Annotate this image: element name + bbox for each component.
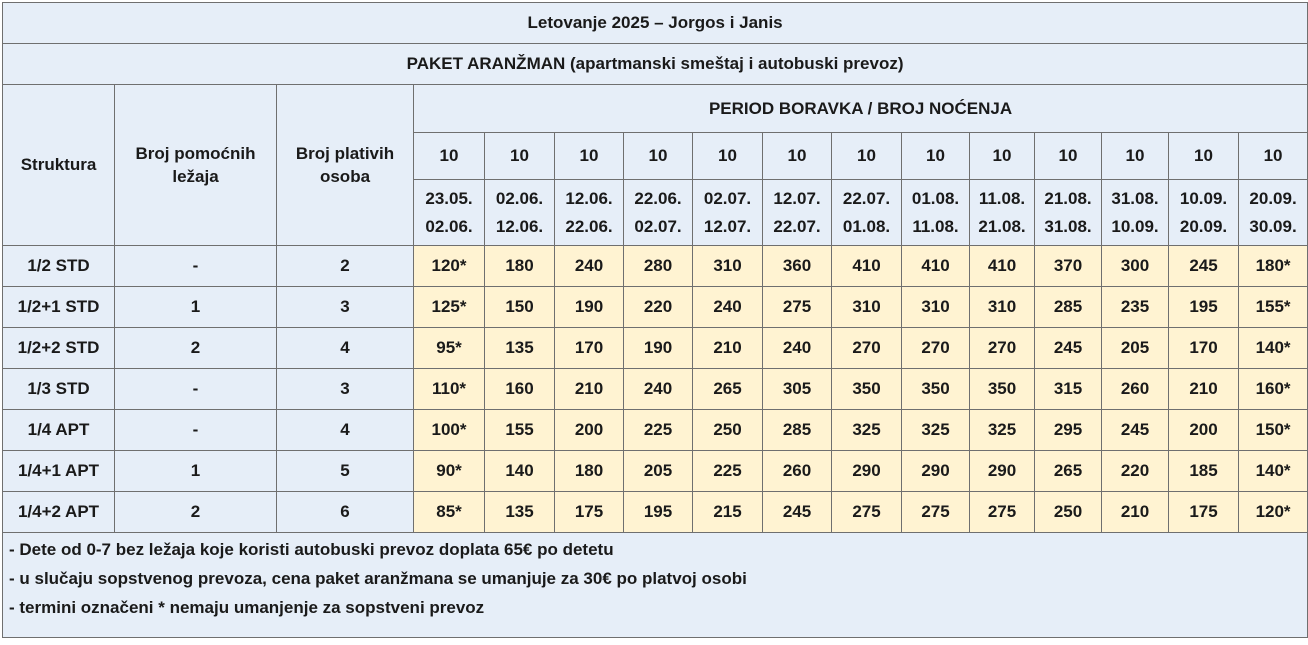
price-cell: 245 bbox=[1102, 410, 1169, 451]
period-to: 30.09. bbox=[1249, 216, 1297, 236]
price-cell: 205 bbox=[624, 451, 693, 492]
price-cell: 240 bbox=[693, 287, 763, 328]
period-to: 12.07. bbox=[703, 216, 752, 236]
price-cell: 210 bbox=[1102, 492, 1169, 533]
period-dates-cell bbox=[485, 180, 555, 246]
period-from: 02.07. bbox=[703, 188, 752, 208]
price-cell: 125* bbox=[414, 287, 485, 328]
period-from: 12.07. bbox=[773, 188, 821, 208]
period-dates-cell bbox=[555, 180, 624, 246]
price-cell: 360 bbox=[763, 246, 832, 287]
price-cell: 205 bbox=[1102, 328, 1169, 369]
price-cell: 310 bbox=[902, 287, 970, 328]
structure-cell: 1/4+2 APT bbox=[3, 492, 115, 533]
price-cell: 185 bbox=[1169, 451, 1239, 492]
price-cell: 410 bbox=[902, 246, 970, 287]
note-line: - u slučaju sopstvenog prevoza, cena paket aranžmana se umanjuje za 30€ po platvoj osobi bbox=[9, 569, 747, 588]
note-line: - Dete od 0-7 bez ležaja koje koristi autobuski prevoz doplata 65€ po detetu bbox=[9, 540, 614, 559]
price-cell: 225 bbox=[693, 451, 763, 492]
price-cell: 160 bbox=[485, 369, 555, 410]
price-cell: 240 bbox=[555, 246, 624, 287]
period-from: 31.08. bbox=[1111, 188, 1159, 208]
price-cell: 135 bbox=[485, 492, 555, 533]
period-to: 22.07. bbox=[773, 216, 821, 236]
period-to: 22.06. bbox=[565, 216, 613, 236]
price-cell: 85* bbox=[414, 492, 485, 533]
nights-cell: 10 bbox=[902, 133, 970, 180]
table-row bbox=[3, 246, 1308, 287]
price-cell: 265 bbox=[1035, 451, 1102, 492]
price-cell: 325 bbox=[902, 410, 970, 451]
price-cell: 410 bbox=[832, 246, 902, 287]
price-cell: 175 bbox=[555, 492, 624, 533]
price-cell: 310 bbox=[693, 246, 763, 287]
period-dates-cell bbox=[414, 180, 485, 246]
nights-cell: 10 bbox=[555, 133, 624, 180]
header-period: PERIOD BORAVKA / BROJ NOĆENJA bbox=[414, 85, 1308, 133]
period-from: 21.08. bbox=[1044, 188, 1092, 208]
price-cell: 240 bbox=[624, 369, 693, 410]
nights-cell: 10 bbox=[414, 133, 485, 180]
price-cell: 285 bbox=[763, 410, 832, 451]
price-cell: 140 bbox=[485, 451, 555, 492]
note-line: - termini označeni * nemaju umanjenje za sopstveni prevoz bbox=[9, 598, 485, 617]
price-cell: 210 bbox=[1169, 369, 1239, 410]
price-cell: 210 bbox=[555, 369, 624, 410]
price-cell: 215 bbox=[693, 492, 763, 533]
structure-cell: 1/4 APT bbox=[3, 410, 115, 451]
period-from: 02.06. bbox=[495, 188, 544, 208]
price-cell: 295 bbox=[1035, 410, 1102, 451]
price-cell: 250 bbox=[1035, 492, 1102, 533]
price-cell: 140* bbox=[1239, 451, 1308, 492]
period-dates-cell bbox=[693, 180, 763, 246]
table-body bbox=[3, 3, 1308, 638]
period-to: 11.08. bbox=[912, 216, 959, 236]
price-cell: 100* bbox=[414, 410, 485, 451]
price-cell: 225 bbox=[624, 410, 693, 451]
price-cell: 180* bbox=[1239, 246, 1308, 287]
header-structure: Struktura bbox=[3, 85, 115, 246]
period-from: 01.08. bbox=[911, 188, 960, 208]
period-to: 01.08. bbox=[842, 216, 891, 236]
price-cell: 140* bbox=[1239, 328, 1308, 369]
period-to: 21.08. bbox=[978, 216, 1026, 236]
price-cell: 190 bbox=[624, 328, 693, 369]
paying-persons-cell: 3 bbox=[277, 369, 414, 410]
price-cell: 265 bbox=[693, 369, 763, 410]
table-title: Letovanje 2025 – Jorgos i Janis bbox=[3, 3, 1308, 44]
price-cell: 90* bbox=[414, 451, 485, 492]
period-dates-cell bbox=[970, 180, 1035, 246]
price-cell: 410 bbox=[970, 246, 1035, 287]
table-row bbox=[3, 410, 1308, 451]
price-cell: 110* bbox=[414, 369, 485, 410]
table-row bbox=[3, 328, 1308, 369]
price-table bbox=[2, 2, 1308, 638]
period-to: 02.06. bbox=[425, 216, 473, 236]
paying-persons-cell: 4 bbox=[277, 328, 414, 369]
nights-cell: 10 bbox=[1035, 133, 1102, 180]
price-cell: 195 bbox=[624, 492, 693, 533]
price-cell: 160* bbox=[1239, 369, 1308, 410]
period-from: 11.08. bbox=[978, 188, 1026, 208]
price-cell: 135 bbox=[485, 328, 555, 369]
extra-beds-cell: 1 bbox=[115, 451, 277, 492]
price-cell: 245 bbox=[763, 492, 832, 533]
period-dates-cell bbox=[763, 180, 832, 246]
price-cell: 290 bbox=[902, 451, 970, 492]
paying-persons-cell: 2 bbox=[277, 246, 414, 287]
period-dates-cell bbox=[624, 180, 693, 246]
price-cell: 245 bbox=[1035, 328, 1102, 369]
structure-cell: 1/2+2 STD bbox=[3, 328, 115, 369]
extra-beds-cell: 1 bbox=[115, 287, 277, 328]
price-cell: 180 bbox=[485, 246, 555, 287]
period-from: 10.09. bbox=[1179, 188, 1228, 208]
paying-persons-cell: 4 bbox=[277, 410, 414, 451]
nights-cell: 10 bbox=[624, 133, 693, 180]
period-to: 10.09. bbox=[1111, 216, 1159, 236]
structure-cell: 1/4+1 APT bbox=[3, 451, 115, 492]
period-dates-cell bbox=[1102, 180, 1169, 246]
package-subtitle: PAKET ARANŽMAN (apartmanski smeštaj i autobuski prevoz) bbox=[3, 44, 1308, 85]
price-cell: 270 bbox=[902, 328, 970, 369]
price-cell: 305 bbox=[763, 369, 832, 410]
notes-row bbox=[3, 533, 1308, 638]
price-cell: 200 bbox=[555, 410, 624, 451]
structure-cell: 1/3 STD bbox=[3, 369, 115, 410]
period-dates-cell bbox=[1169, 180, 1239, 246]
price-cell: 290 bbox=[832, 451, 902, 492]
price-cell: 200 bbox=[1169, 410, 1239, 451]
price-cell: 290 bbox=[970, 451, 1035, 492]
price-cell: 95* bbox=[414, 328, 485, 369]
header-paying-persons: Broj plativih osoba bbox=[277, 85, 414, 246]
price-cell: 155* bbox=[1239, 287, 1308, 328]
price-cell: 150* bbox=[1239, 410, 1308, 451]
price-cell: 120* bbox=[414, 246, 485, 287]
paying-persons-cell: 3 bbox=[277, 287, 414, 328]
period-from: 22.07. bbox=[842, 188, 891, 208]
price-cell: 310 bbox=[832, 287, 902, 328]
structure-cell: 1/2+1 STD bbox=[3, 287, 115, 328]
price-cell: 240 bbox=[763, 328, 832, 369]
price-cell: 370 bbox=[1035, 246, 1102, 287]
price-cell: 260 bbox=[1102, 369, 1169, 410]
nights-cell: 10 bbox=[970, 133, 1035, 180]
price-cell: 275 bbox=[902, 492, 970, 533]
price-cell: 260 bbox=[763, 451, 832, 492]
period-from: 20.09. bbox=[1249, 188, 1297, 208]
price-cell: 195 bbox=[1169, 287, 1239, 328]
price-cell: 350 bbox=[902, 369, 970, 410]
table-row bbox=[3, 369, 1308, 410]
price-cell: 180 bbox=[555, 451, 624, 492]
structure-cell: 1/2 STD bbox=[3, 246, 115, 287]
price-cell: 155 bbox=[485, 410, 555, 451]
price-cell: 220 bbox=[624, 287, 693, 328]
price-cell: 275 bbox=[763, 287, 832, 328]
period-dates-cell bbox=[902, 180, 970, 246]
table-row bbox=[3, 492, 1308, 533]
nights-cell: 10 bbox=[832, 133, 902, 180]
price-cell: 235 bbox=[1102, 287, 1169, 328]
price-cell: 175 bbox=[1169, 492, 1239, 533]
price-cell: 300 bbox=[1102, 246, 1169, 287]
price-cell: 310 bbox=[970, 287, 1035, 328]
notes-cell bbox=[3, 533, 1308, 638]
extra-beds-cell: - bbox=[115, 246, 277, 287]
period-to: 12.06. bbox=[495, 216, 544, 236]
nights-cell: 10 bbox=[693, 133, 763, 180]
header-extra-beds: Broj pomoćnih ležaja bbox=[115, 85, 277, 246]
extra-beds-cell: - bbox=[115, 369, 277, 410]
table-row bbox=[3, 287, 1308, 328]
price-cell: 275 bbox=[970, 492, 1035, 533]
period-to: 20.09. bbox=[1179, 216, 1228, 236]
price-cell: 170 bbox=[555, 328, 624, 369]
price-cell: 245 bbox=[1169, 246, 1239, 287]
period-from: 22.06. bbox=[634, 188, 682, 208]
table-row bbox=[3, 451, 1308, 492]
extra-beds-cell: 2 bbox=[115, 492, 277, 533]
price-cell: 350 bbox=[832, 369, 902, 410]
period-to: 31.08. bbox=[1044, 216, 1092, 236]
price-cell: 325 bbox=[832, 410, 902, 451]
price-cell: 270 bbox=[970, 328, 1035, 369]
price-cell: 280 bbox=[624, 246, 693, 287]
period-dates-cell bbox=[1239, 180, 1308, 246]
extra-beds-cell: 2 bbox=[115, 328, 277, 369]
price-cell: 275 bbox=[832, 492, 902, 533]
period-from: 12.06. bbox=[565, 188, 613, 208]
price-cell: 150 bbox=[485, 287, 555, 328]
price-cell: 170 bbox=[1169, 328, 1239, 369]
price-cell: 285 bbox=[1035, 287, 1102, 328]
period-dates-cell bbox=[832, 180, 902, 246]
nights-cell: 10 bbox=[1102, 133, 1169, 180]
price-cell: 220 bbox=[1102, 451, 1169, 492]
period-from: 23.05. bbox=[425, 188, 473, 208]
price-cell: 190 bbox=[555, 287, 624, 328]
price-cell: 315 bbox=[1035, 369, 1102, 410]
price-cell: 250 bbox=[693, 410, 763, 451]
price-cell: 210 bbox=[693, 328, 763, 369]
period-dates-cell bbox=[1035, 180, 1102, 246]
paying-persons-cell: 6 bbox=[277, 492, 414, 533]
paying-persons-cell: 5 bbox=[277, 451, 414, 492]
price-cell: 270 bbox=[832, 328, 902, 369]
nights-cell: 10 bbox=[1169, 133, 1239, 180]
nights-cell: 10 bbox=[485, 133, 555, 180]
price-cell: 325 bbox=[970, 410, 1035, 451]
price-cell: 350 bbox=[970, 369, 1035, 410]
extra-beds-cell: - bbox=[115, 410, 277, 451]
price-cell: 120* bbox=[1239, 492, 1308, 533]
period-to: 02.07. bbox=[634, 216, 682, 236]
nights-cell: 10 bbox=[763, 133, 832, 180]
nights-cell: 10 bbox=[1239, 133, 1308, 180]
